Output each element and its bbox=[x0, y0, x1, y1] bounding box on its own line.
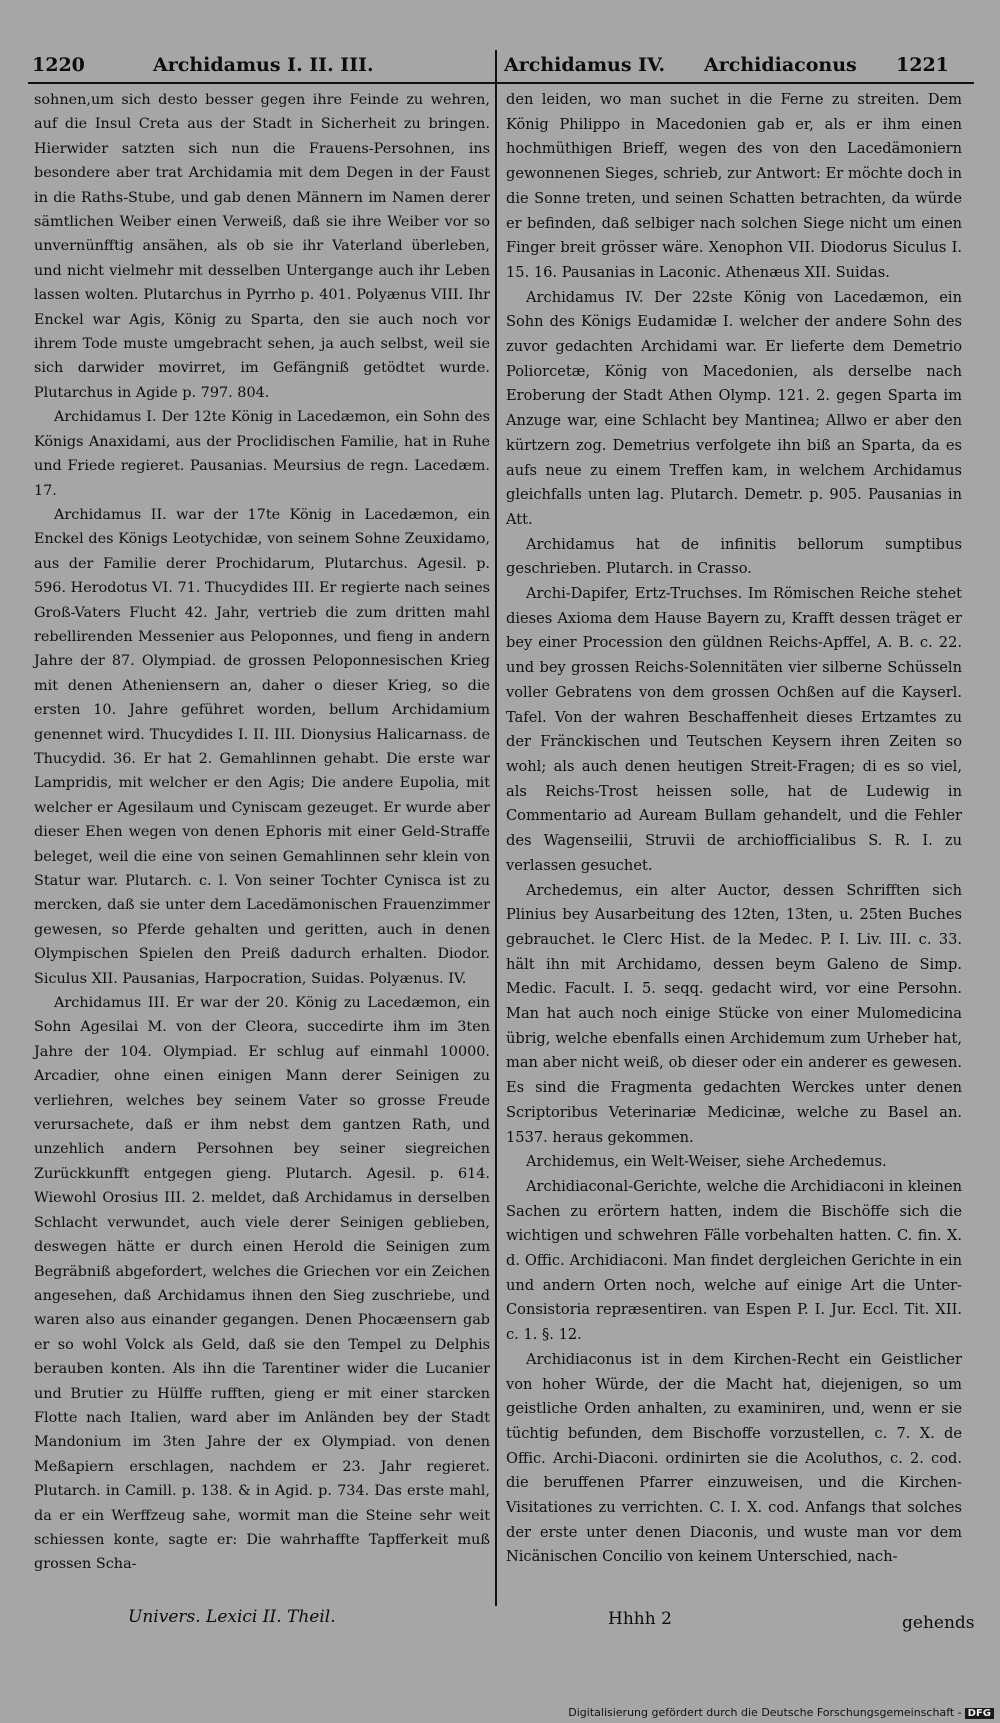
digitization-credit bbox=[568, 1706, 994, 1719]
right-column bbox=[506, 88, 962, 1570]
page-number-right: 1221 bbox=[896, 54, 949, 76]
paragraph: Archidiaconus ist in dem Kirchen-Recht ein Geistlicher von hoher Würde, der die Macht hat, diejenigen, so um geistliche Orden anhalten, zu examiniren, und, wenn er sie tüchtig befunden, dem Bischoffe vorzustellen, c. 7. X. de Offic. Archi-Diaconi. ordinirten sie die Acoluthos, c. 2. cod. die beruffenen Pfarrer einzuweisen, und die Kirchen-Visitationes zu verrichten. C. I. X. cod. Anfangs that solches der erste unter denen Diaconis, und wuste man vor dem Nicänischen Concilio von keinem Unterschied, nach- bbox=[506, 1350, 962, 1566]
page-footer bbox=[28, 1607, 974, 1647]
header-title-right: Archidiaconus bbox=[704, 54, 857, 76]
paragraph: Archi-Dapifer, Ertz-Truchses. Im Römischen Reiche stehet dieses Axioma dem Hause Bayern zu, Krafft dessen träget er bey einer Procession den güldnen Reichs-Apffel, A. B. c. 22. und bey grossen Reichs-Solennitäten vier silberne Schüsseln voller Gebratens von dem grossen Ochßen auf die Kayserl. Tafel. Von der wahren Beschaffenheit dieses Ertzamtes zu der Fränckischen und Teutschen Keysern ihren Zeiten so wohl; als auch denen heutigen Streit-Fragen; di es so viel, als Reichs-Trost heissen solle, hat de Ludewig in Commentario ad Auream Bullam gehandelt, und die Fehler des Wagenseilii, Struvii de archiofficialibus S. R. I. zu verlassen gesuchet. bbox=[506, 585, 962, 874]
catchword: gehends bbox=[902, 1613, 975, 1633]
paragraph: Archidiaconal-Gerichte, welche die Archidiaconi in kleinen Sachen zu erörtern hatten, indem die Bischöffe sich die wichtigen und schwehren Fälle vorbehalten hatten. C. fin. X. d. Offic. Archidiaconi. Man findet dergleichen Gerichte in ein und andern Orten noch, welche auf einige Art die Unter-Consistoria repræsentiren. van Espen P. I. Jur. Eccl. Tit. XII. c. 1. §. 12. bbox=[506, 1177, 962, 1344]
left-column bbox=[34, 88, 490, 1577]
paragraph: Archidemus, ein Welt-Weiser, siehe Archedemus. bbox=[526, 1153, 887, 1171]
paragraph: Archedemus, ein alter Auctor, dessen Schrifften sich Plinius bey Ausarbeitung des 12ten, 13ten, u. 25ten Buches gebrauchet. le Clerc Hist. de la Medec. P. I. Liv. III. c. 33. hält ihn mit Archidamo, dessen beym Galeno de Simp. Medic. Facult. I. 5. seqq. gedacht wird, vor eine Persohn. Man hat auch noch einige Stücke von einer Mulomedicina übrig, welche ebenfalls einen Archidemum zum Urheber hat, man aber nicht weiß, ob dieser oder ein anderer es gewesen. Es sind die Fragmenta gedachten Werckes unter denen Scriptoribus Veterinariæ Medicinæ, welche zu Basel an. 1537. heraus gekommen. bbox=[506, 881, 962, 1146]
header-title-middle: Archidamus IV. bbox=[504, 54, 666, 76]
column-divider bbox=[495, 50, 497, 1606]
volume-line: Univers. Lexici II. Theil. bbox=[128, 1607, 336, 1627]
page bbox=[28, 50, 974, 1650]
paragraph: sohnen,um sich desto besser gegen ihre Feinde zu wehren, auf die Insul Creta aus der Stadt in Sicherheit zu bringen. Hierwider satzten sich nun die Frauens-Persohnen, ins besondere aber trat Archidamia mit dem Degen in der Faust in die Raths-Stube, und gab denen Männern im Namen derer sämtlichen Weiber einen Verweiß, daß sie ihre Weiber vor so unvernünfftig ansähen, als ob sie ihr Vaterland überleben, und nicht vielmehr mit desselben Untergange auch ihr Leben lassen wolten. Plutarchus in Pyrrho p. 401. Polyænus VIII. Ihr Enckel war Agis, König zu Sparta, den sie auch noch vor ihrem Tode muste umgebracht sehen, ja auch selbst, weil sie sich darwider movirret, im Gefängniß getödtet wurde. Plutarchus in Agide p. 797. 804. bbox=[34, 92, 490, 401]
paragraph: den leiden, wo man suchet in die Ferne zu streiten. Dem König Philippo in Macedonien gab er, als er ihm einen hochmüthigen Brieff, wegen des von den Lacedämoniern gewonnenen Sieges, schrieb, zur Antwort: Er möchte doch in die Sonne treten, und seinen Schatten betrachten, da würde er befinden, daß selbiger nach solchen Siege nicht um einen Finger breit grösser wäre. Xenophon VII. Diodorus Siculus I. 15. 16. Pausanias in Laconic. Athenæus XII. Suidas. bbox=[506, 91, 962, 281]
header-title-left: Archidamus I. II. III. bbox=[153, 54, 374, 76]
paragraph: Archidamus hat de infinitis bellorum sumptibus geschrieben. Plutarch. in Crasso. bbox=[506, 535, 962, 578]
signature-mark: Hhhh 2 bbox=[608, 1609, 672, 1629]
running-header bbox=[28, 50, 974, 82]
header-rule bbox=[28, 82, 974, 84]
dfg-logo: DFG bbox=[965, 1708, 994, 1719]
paragraph: Archidamus II. war der 17te König in Lacedæmon, ein Enckel des Königs Leotychidæ, von seinem Sohne Zeuxidamo, aus der Familie derer Prochidarum, Plutarchus. Agesil. p. 596. Herodotus VI. 71. Thucydides III. Er regierte nach seines Groß-Vaters Flucht 42. Jahr, vertrieb die zum dritten mahl rebellirenden Messenier aus Peloponnes, und fieng in andern Jahre der 87. Olympiad. de grossen Peloponnesischen Krieg mit denen Atheniensern an, daher o dieser Krieg, so die ersten 10. Jahre geführet worden, bellum Archidamium genennet wird. Thucydides I. II. III. Dionysius Halicarnass. de Thucydid. 36. Er hat 2. Gemahlinnen gehabt. Die erste war Lampridis, mit welcher er den Agis; Die andere Eupolia, mit welcher er Agesilaum und Cyniscam gezeuget. Er wurde aber dieser Ehen wegen von denen Ephoris mit einer Geld-Straffe beleget, weil die eine von seinen Gemahlinnen sehr klein von Statur war. Plutarch. c. l. Von seiner Tochter Cynisca ist zu mercken, daß sie unter dem Lacedämonischen Frauenzimmer gewesen, so Pferde gehalten und geritten, auch in denen Olympischen Spielen den Preiß dadurch erhalten. Diodor. Siculus XII. Pausanias, Harpocration, Suidas. Polyænus. IV. bbox=[34, 506, 490, 987]
credit-text: Digitalisierung gefördert durch die Deutsche Forschungsgemeinschaft - bbox=[568, 1706, 962, 1719]
page-number-left: 1220 bbox=[32, 54, 85, 76]
paragraph: Archidamus I. Der 12te König in Lacedæmon, ein Sohn des Königs Anaxidami, aus der Proclidischen Familie, hat in Ruhe und Friede regieret. Pausanias. Meursius de regn. Lacedæm. 17. bbox=[34, 409, 490, 499]
paragraph: Archidamus III. Er war der 20. König zu Lacedæmon, ein Sohn Agesilai M. von der Cleora, succedirte ihm im 3ten Jahre der 104. Olympiad. Er schlug auf einmahl 10000. Arcadier, ohne einen einigen Mann derer Seinigen zu verliehren, welches bey seinem Vater so grosse Freude verursachete, daß er ihm nebst dem gantzen Rath, und unzehlich andern Persohnen bey seiner siegreichen Zurückkunfft entgegen gieng. Plutarch. Agesil. p. 614. Wiewohl Orosius III. 2. meldet, daß Archidamus in derselben Schlacht verwundet, auch viele derer Seinigen geblieben, deswegen hätte er durch einen Herold die Seinigen zum Begräbniß abgefordert, welches die Griechen vor ein Zeichen angesehen, daß Archidamus ihnen den Sieg zuschriebe, und waren also aus einander gegangen. Denen Phocæensern gab er so wohl Volck als Geld, daß sie den Tempel zu Delphis berauben konten. Als ihn die Tarentiner wider die Lucanier und Brutier zu Hülffe rufften, gieng er mit einer starcken Flotte nach Italien, ward aber im Anländen bey der Stadt Mandonium im 3ten Jahre der ex Olympiad. von denen Meßapiern erschlagen, nachdem er 23. Jahr regieret. Plutarch. in Camill. p. 138. & in Agid. p. 734. Das erste mahl, da er ein Werffzeug sahe, wormit man die Steine sehr weit schiessen konte, sagte er: Die wahrhaffte Tapfferkeit muß grossen Scha- bbox=[34, 995, 490, 1573]
paragraph: Archidamus IV. Der 22ste König von Lacedæmon, ein Sohn des Königs Eudamidæ I. welcher der andere Sohn des zuvor gedachten Archidami war. Er lieferte dem Demetrio Poliorcetæ, König von Macedonien, als derselbe nach Eroberung der Stadt Athen Olymp. 121. 2. gegen Sparta im Anzuge war, eine Schlacht bey Mantinea; Allwo er aber den kürtzern zog. Demetrius verfolgete ihn biß an Sparta, da es aufs neue zu einem Treffen kam, in welchem Archidamus gleichfalls unten lag. Plutarch. Demetr. p. 905. Pausanias in Att. bbox=[506, 288, 962, 528]
